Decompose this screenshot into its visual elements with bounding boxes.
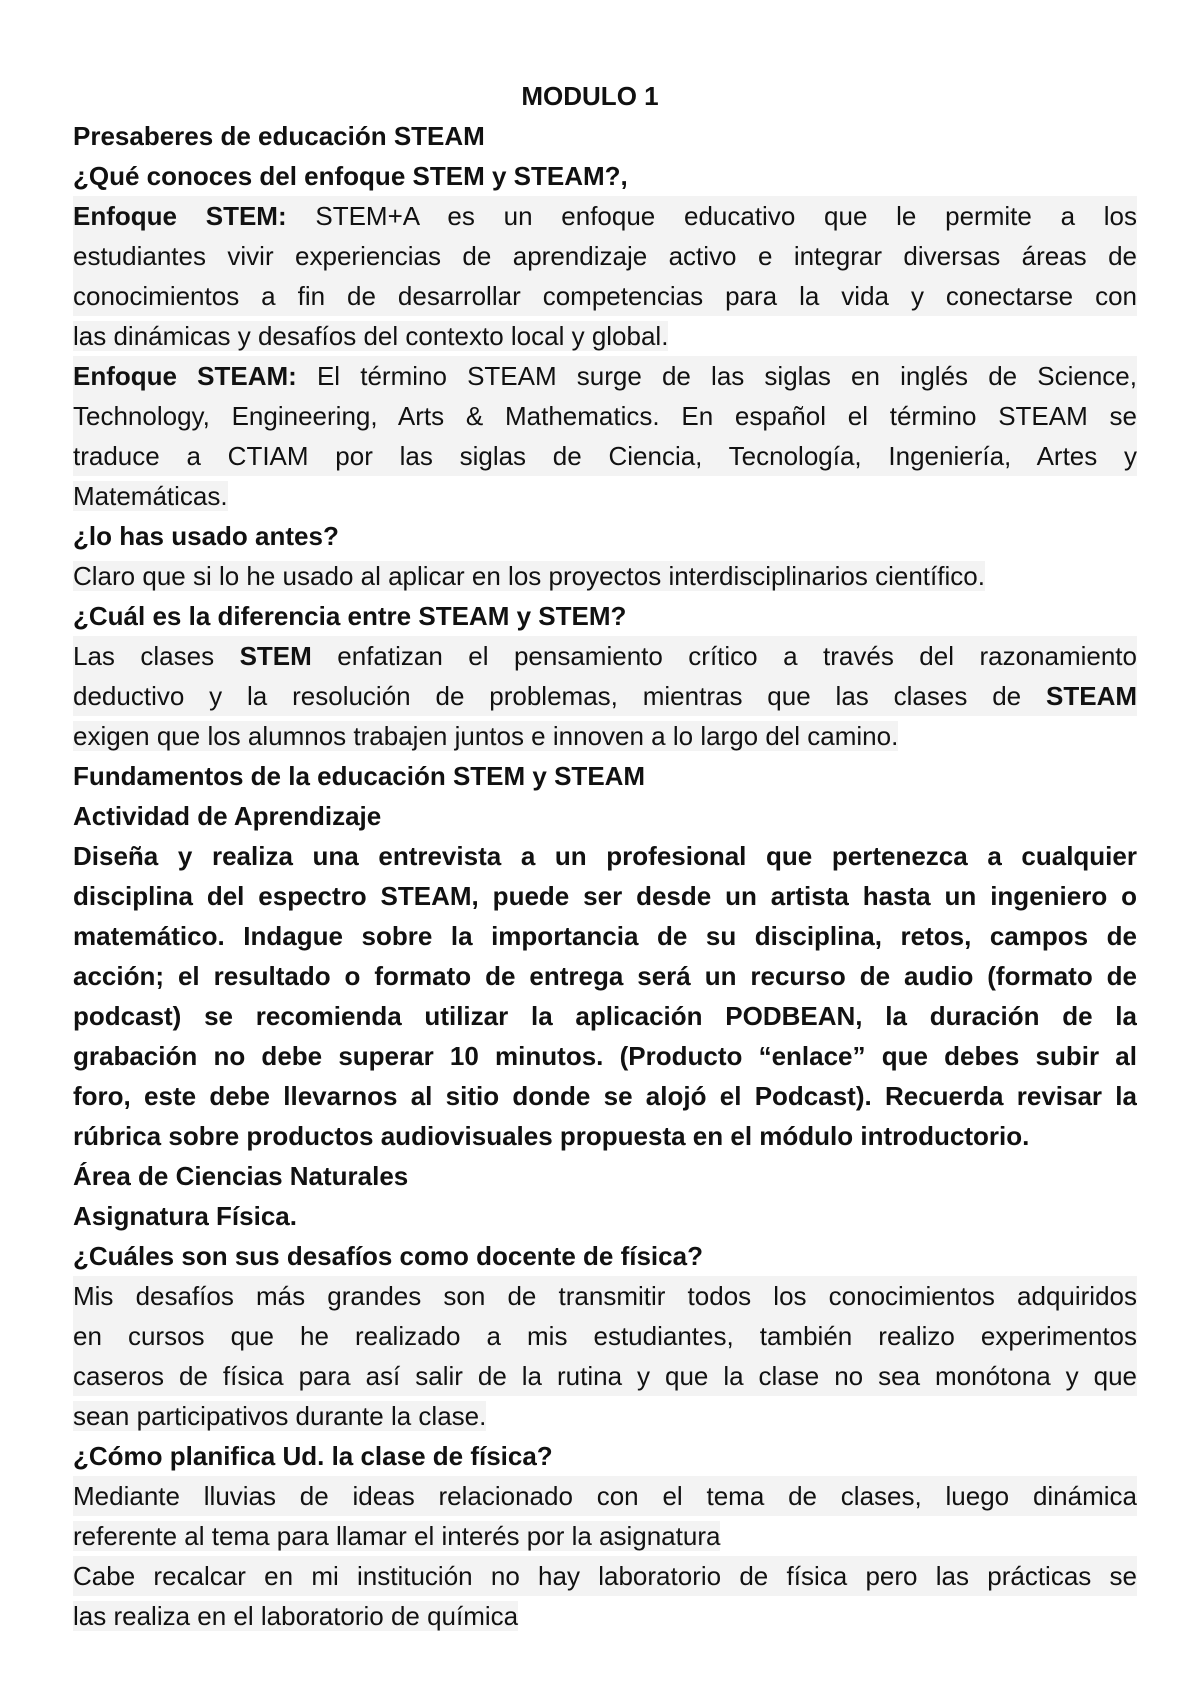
- fundamentos-heading: Fundamentos de la educación STEM y STEAM: [73, 761, 646, 791]
- difference-line: Las clases STEM enfatizan el pensamiento crítico a través del razonamiento: [73, 636, 1137, 676]
- question-planning: ¿Cómo planifica Ud. la clase de física?: [73, 1441, 553, 1471]
- steam-paragraph-line: Technology, Engineering, Arts & Mathematics. En español el término STEAM se: [73, 396, 1137, 436]
- steam-text: El término STEAM surge de las siglas en inglés de Science,: [316, 361, 1137, 391]
- question-stem-steam: ¿Qué conoces del enfoque STEM y STEAM?,: [73, 161, 628, 191]
- difference-line: deductivo y la resolución de problemas, mientras que las clases de STEAM: [73, 676, 1137, 716]
- challenges-line: sean participativos durante la clase.: [73, 1401, 487, 1431]
- stem-paragraph-line: las dinámicas y desafíos del contexto local y global.: [73, 321, 669, 351]
- steam-paragraph-line: traduce a CTIAM por las siglas de Ciencia, Tecnología, Ingeniería, Artes y: [73, 436, 1137, 476]
- actividad-heading: Actividad de Aprendizaje: [73, 801, 382, 831]
- presaberes-heading: Presaberes de educación STEAM: [73, 121, 485, 151]
- answer-used-before: Claro que si lo he usado al aplicar en los proyectos interdisciplinarios científico.: [73, 561, 985, 591]
- steam-paragraph-line: [73, 356, 1137, 396]
- question-difference: ¿Cuál es la diferencia entre STEAM y STEM?: [73, 601, 627, 631]
- activity-line: acción; el resultado o formato de entrega será un recurso de audio (formato de: [73, 961, 1137, 991]
- challenges-line: Mis desafíos más grandes son de transmitir todos los conocimientos adquiridos: [73, 1276, 1137, 1316]
- difference-line: exigen que los alumnos trabajen juntos e innoven a lo largo del camino.: [73, 721, 899, 751]
- planning-line: Mediante lluvias de ideas relacionado con el tema de clases, luego dinámica: [73, 1476, 1137, 1516]
- stem-paragraph-line: estudiantes vivir experiencias de aprendizaje activo e integrar diversas áreas de: [73, 236, 1137, 276]
- activity-line: matemático. Indague sobre la importancia de su disciplina, retos, campos de: [73, 921, 1137, 951]
- activity-line: grabación no debe superar 10 minutos. (Producto “enlace” que debes subir al: [73, 1041, 1137, 1071]
- area-heading: Área de Ciencias Naturales: [73, 1161, 409, 1191]
- planning-line: referente al tema para llamar el interés por la asignatura: [73, 1521, 721, 1551]
- stem-text: STEM+A es un enfoque educativo que le permite a los: [315, 201, 1137, 231]
- asignatura-heading: Asignatura Física.: [73, 1201, 297, 1231]
- activity-line: disciplina del espectro STEAM, puede ser desde un artista hasta un ingeniero o: [73, 881, 1137, 911]
- planning-line: Cabe recalcar en mi institución no hay laboratorio de física pero las prácticas se: [73, 1556, 1137, 1596]
- steam-paragraph-line: Matemáticas.: [73, 481, 228, 511]
- planning-line: las realiza en el laboratorio de química: [73, 1601, 519, 1631]
- question-used-before: ¿lo has usado antes?: [73, 521, 339, 551]
- activity-line: rúbrica sobre productos audiovisuales propuesta en el módulo introductorio.: [73, 1121, 1030, 1151]
- activity-line: podcast) se recomienda utilizar la aplicación PODBEAN, la duración de la: [73, 1001, 1137, 1031]
- activity-line: foro, este debe llevarnos al sitio donde se alojó el Podcast). Recuerda revisar la: [73, 1081, 1137, 1111]
- challenges-line: en cursos que he realizado a mis estudiantes, también realizo experimentos: [73, 1316, 1137, 1356]
- activity-line: Diseña y realiza una entrevista a un profesional que pertenezca a cualquier: [73, 841, 1137, 871]
- question-challenges: ¿Cuáles son sus desafíos como docente de física?: [73, 1241, 703, 1271]
- stem-paragraph-line: conocimientos a fin de desarrollar competencias para la vida y conectarse con: [73, 276, 1137, 316]
- module-title: MODULO 1: [521, 81, 659, 111]
- steam-label: Enfoque STEAM:: [73, 361, 297, 391]
- stem-label: Enfoque STEM:: [73, 201, 287, 231]
- challenges-line: caseros de física para así salir de la rutina y que la clase no sea monótona y que: [73, 1356, 1137, 1396]
- stem-paragraph-line: [73, 196, 1137, 236]
